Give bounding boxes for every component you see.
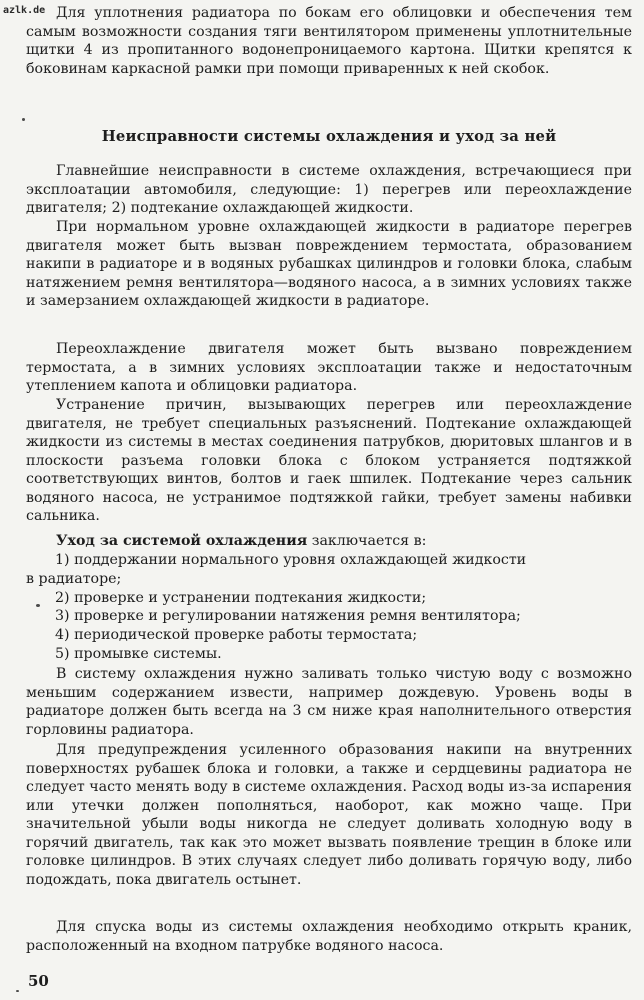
- scan-speck: [16, 990, 19, 992]
- scan-speck: [36, 604, 40, 607]
- list-item: 1) поддержании нормального уровня охлаждающей жидкости: [55, 552, 527, 568]
- paragraph-scale-prevention: Для предупреждения усиленного образования накипи на внутренних поверхностях рубашек блока и головки, а также и сердцевины радиатора не следует часто менять воду в системе охлаждения. Расход воды из-за испарения или утечки должен пополняться, наоборот, как можно чаще. При значительной убыли воды никогда не следует доливать холодную воду в горячий двигатель, так как это может вызвать появление трещин в блоке или головке цилиндров. В этих случаях следует либо доливать горячую воду, либо подождать, пока двигатель остынет.: [26, 742, 632, 888]
- care-heading-bold: Уход за системой охлаждения: [56, 533, 308, 549]
- paragraph-filling: В систему охлаждения нужно заливать только чистую воду с возможно меньшим содержанием извести, например дождевую. Уровень воды в радиаторе должен быть всегда на 3 см ниже края наполнительного отверстия горловины радиатора.: [26, 666, 632, 738]
- care-list: [26, 551, 632, 664]
- watermark: azlk.de: [3, 5, 46, 16]
- care-heading-rest: заключается в:: [307, 533, 427, 549]
- list-item: 5) промывке системы.: [55, 645, 222, 662]
- paragraph-overcooling: Переохлаждение двигателя может быть вызвано повреждением термостата, а в зимних условиях эксплоатации также и недостаточным утеплением капота и облицовки радиатора.: [26, 341, 632, 394]
- list-item: 3) проверке и регулировании натяжения ремня вентилятора;: [55, 608, 521, 625]
- list-item: 4) периодической проверке работы термостата;: [55, 627, 418, 644]
- paragraph-main-faults: Главнейшие неисправности в системе охлаждения, встречающиеся при эксплоатации автомобиля, следующие: 1) перегрев или переохлаждение двигателя; 2) подтекание охлаждающей жидкости.: [26, 163, 632, 216]
- book-page: [26, 0, 632, 1000]
- paragraph-draining: Для спуска воды из системы охлаждения необходимо открыть краник, расположенный на входном патрубке водяного насоса.: [26, 919, 632, 954]
- paragraph-remedy: Устранение причин, вызывающих перегрев или переохлаждение двигателя, не требует специальных разъяснений. Подтекание охлаждающей жидкости из системы в местах соединения патрубков, дюритовых шлангов и в плоскости разъема головки блока с блоком устраняется подтяжкой соответствующих винтов, болтов и гаек шпилек. Подтекание через сальник водяного насоса, не устранимое подтяжкой гайки, требует замены набивки сальника.: [26, 397, 632, 524]
- section-heading: Неисправности системы охлаждения и уход за ней: [101, 128, 557, 145]
- list-item: 2) проверке и устранении подтекания жидкости;: [55, 589, 427, 606]
- scan-speck: [22, 118, 25, 121]
- care-heading: [26, 532, 632, 551]
- page-number: 50: [28, 972, 49, 990]
- list-item: в радиаторе;: [26, 570, 122, 587]
- intro-paragraph: Для уплотнения радиатора по бокам его облицовки и обеспечения тем самым возможности создания тяги вентилятором применены уплотнительные щитки 4 из пропитанного водонепроницаемого картона. Щитки крепятся к боковинам каркасной рамки при помощи приваренных к ней скобок.: [26, 5, 632, 77]
- paragraph-overheating: При нормальном уровне охлаждающей жидкости в радиаторе перегрев двигателя может быть вызван повреждением термостата, образованием накипи в радиаторе и в водяных рубашках цилиндров и головки блока, слабым натяжением ремня вентилятора—водяного насоса, а в зимних условиях также и замерзанием охлаждающей жидкости в радиаторе.: [26, 219, 632, 309]
